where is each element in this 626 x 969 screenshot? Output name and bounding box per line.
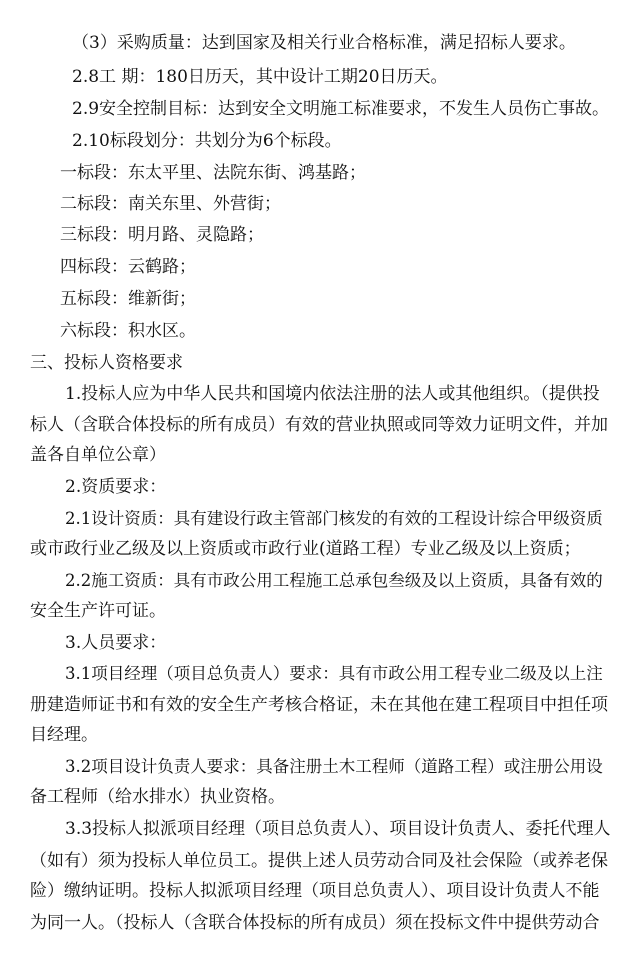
text-line: 标人（含联合体投标的所有成员）有效的营业执照或同等效力证明文件，并加 bbox=[30, 415, 608, 435]
text-line: 2.1设计资质：具有建设行政主管部门核发的有效的工程设计综合甲级资质 bbox=[65, 509, 603, 528]
text-line: 3.人员要求： bbox=[65, 633, 167, 653]
text-line: （如有）须为投标人单位员工。提供上述人员劳动合同及社会保险（或养老保 bbox=[30, 851, 608, 871]
section-heading: 三、投标人资格要求 bbox=[30, 353, 183, 373]
text-line: 目经理。 bbox=[30, 725, 98, 745]
text-line: 盖各自单位公章） bbox=[30, 445, 166, 465]
text-line: 3.1项目经理（项目总负责人）要求：具有市政公用工程专业二级及以上注 bbox=[65, 664, 603, 683]
text-line: 或市政行业乙级及以上资质或市政行业(道路工程）专业乙级及以上资质； bbox=[30, 539, 581, 559]
text-line: 六标段：积水区。 bbox=[60, 321, 196, 341]
text-line: 险）缴纳证明。投标人拟派项目经理（项目总负责人）、项目设计负责人不能 bbox=[30, 881, 600, 901]
text-line: 2.2施工资质：具有市政公用工程施工总承包叁级及以上资质，具备有效的 bbox=[65, 571, 603, 590]
text-line: 2.10标段划分：共划分为6个标段。 bbox=[72, 131, 342, 151]
text-line: 备工程师（给水排水）执业资格。 bbox=[30, 787, 285, 807]
text-line: 为同一人。（投标人（含联合体投标的所有成员）须在投标文件中提供劳动合 bbox=[30, 913, 600, 933]
text-line: 册建造师证书和有效的安全生产考核合格证，未在其他在建工程项目中担任项 bbox=[30, 695, 608, 715]
text-line: 五标段：维新街； bbox=[60, 289, 196, 309]
text-line: 3.3投标人拟派项目经理（项目总负责人）、项目设计负责人、委托代理人 bbox=[65, 819, 611, 839]
text-line: 1.投标人应为中华人民共和国境内依法注册的法人或其他组织。（提供投 bbox=[65, 384, 600, 404]
text-line: 3.2项目设计负责人要求：具备注册土木工程师（道路工程）或注册公用设 bbox=[65, 757, 603, 776]
text-line: 2.8工 期：180日历天，其中设计工期20日历天。 bbox=[72, 67, 448, 87]
text-line: （3）采购质量：达到国家及相关行业合格标准，满足招标人要求。 bbox=[72, 33, 576, 53]
text-line: 2.9安全控制目标：达到安全文明施工标准要求，不发生人员伤亡事故。 bbox=[72, 99, 610, 119]
text-line: 三标段：明月路、灵隐路； bbox=[60, 225, 264, 245]
text-line: 2.资质要求： bbox=[65, 477, 167, 497]
text-line: 四标段：云鹤路； bbox=[60, 257, 196, 277]
text-line: 安全生产许可证。 bbox=[30, 601, 166, 621]
text-line: 一标段：东太平里、法院东街、鸿基路； bbox=[60, 163, 366, 183]
text-line: 二标段：南关东里、外营街； bbox=[60, 194, 281, 214]
